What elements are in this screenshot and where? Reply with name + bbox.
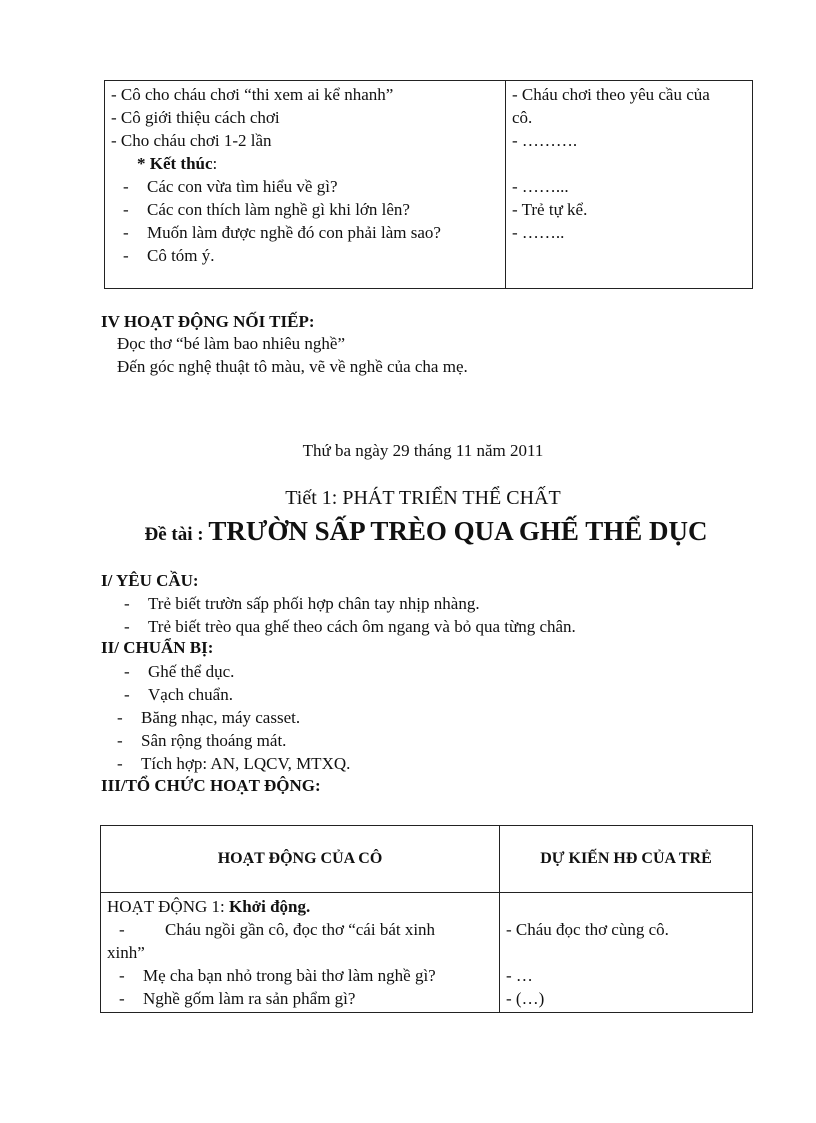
ending-heading: * Kết thúc: [137, 154, 218, 173]
list-item: - Sân rộng thoáng mát. [117, 731, 287, 750]
teacher-activity-cell [105, 81, 506, 289]
column-header-child: DỰ KIẾN HĐ CỦA TRẺ [500, 826, 753, 893]
topic-prefix: Đề tài : [144, 524, 209, 545]
activity-table-continued [104, 80, 753, 289]
list-item: - Băng nhạc, máy casset. [117, 708, 301, 727]
table-line: - Cháu chơi theo yêu cầu của [512, 85, 710, 104]
section-iv-line: Đến góc nghệ thuật tô màu, vẽ về nghề của cha mẹ. [117, 357, 468, 376]
table-line: - ………. [512, 131, 578, 150]
lesson-title: Tiết 1: PHÁT TRIỂN THỂ CHẤT [285, 487, 561, 509]
list-item: - Tích hợp: AN, LQCV, MTXQ. [117, 754, 351, 773]
list-item: - Vạch chuẩn. [124, 685, 233, 704]
list-item: - Trẻ biết trườn sấp phối hợp chân tay nhịp nhàng. [124, 594, 480, 613]
table-line: - Mẹ cha bạn nhỏ trong bài thơ làm nghề gì? [119, 966, 436, 985]
ending-item: - Các con thích làm nghề gì khi lớn lên? [123, 200, 410, 219]
table-line: cô. [512, 108, 533, 127]
table-line: - Cô giới thiệu cách chơi [111, 108, 280, 127]
section-i-heading: I/ YÊU CẦU: [101, 571, 199, 590]
section-ii-heading: II/ CHUẨN BỊ: [101, 638, 214, 657]
lesson-topic [0, 516, 816, 547]
ending-item: - Muốn làm được nghề đó con phải làm sao? [123, 223, 441, 242]
topic-main: TRƯỜN SẤP TRÈO QUA GHẾ THỂ DỤC [208, 516, 708, 546]
table-line: - Cho cháu chơi 1-2 lần [111, 131, 272, 150]
list-item: - Trẻ biết trèo qua ghế theo cách ôm ngang và bỏ qua từng chân. [124, 617, 576, 636]
table-line: - …….. [512, 223, 565, 242]
teacher-activity-cell [101, 893, 500, 1013]
ending-item: - Cô tóm ý. [123, 246, 215, 265]
list-item: - Ghế thể dục. [124, 662, 235, 681]
table-line: - ……... [512, 177, 569, 196]
table-line: - Cháu ngồi gần cô, đọc thơ “cái bát xinh [119, 920, 436, 939]
table-line: - Cô cho cháu chơi “thi xem ai kể nhanh” [111, 85, 394, 104]
section-iv-line: Đọc thơ “bé làm bao nhiêu nghề” [117, 334, 346, 353]
child-activity-cell [506, 81, 753, 289]
table-line: - Trẻ tự kể. [512, 200, 588, 219]
table-line: - … [506, 966, 533, 985]
ending-item: - Các con vừa tìm hiểu về gì? [123, 177, 338, 196]
section-iii-heading: III/TỔ CHỨC HOẠT ĐỘNG: [101, 776, 321, 795]
activity-heading: HOẠT ĐỘNG 1: Khởi động. [107, 897, 311, 916]
table-line: - (…) [506, 989, 545, 1008]
column-header-teacher: HOẠT ĐỘNG CỦA CÔ [101, 826, 500, 893]
table-line: - Cháu đọc thơ cùng cô. [506, 920, 669, 939]
section-iv-heading: IV HOẠT ĐỘNG NỐI TIẾP: [101, 312, 315, 331]
lesson-date: Thứ ba ngày 29 tháng 11 năm 2011 [302, 441, 544, 460]
table-line [512, 152, 746, 175]
child-activity-cell [500, 893, 753, 1013]
activity-table [100, 825, 753, 1013]
table-line: - Nghề gốm làm ra sản phẩm gì? [119, 989, 356, 1008]
table-line: xinh” [107, 943, 145, 962]
